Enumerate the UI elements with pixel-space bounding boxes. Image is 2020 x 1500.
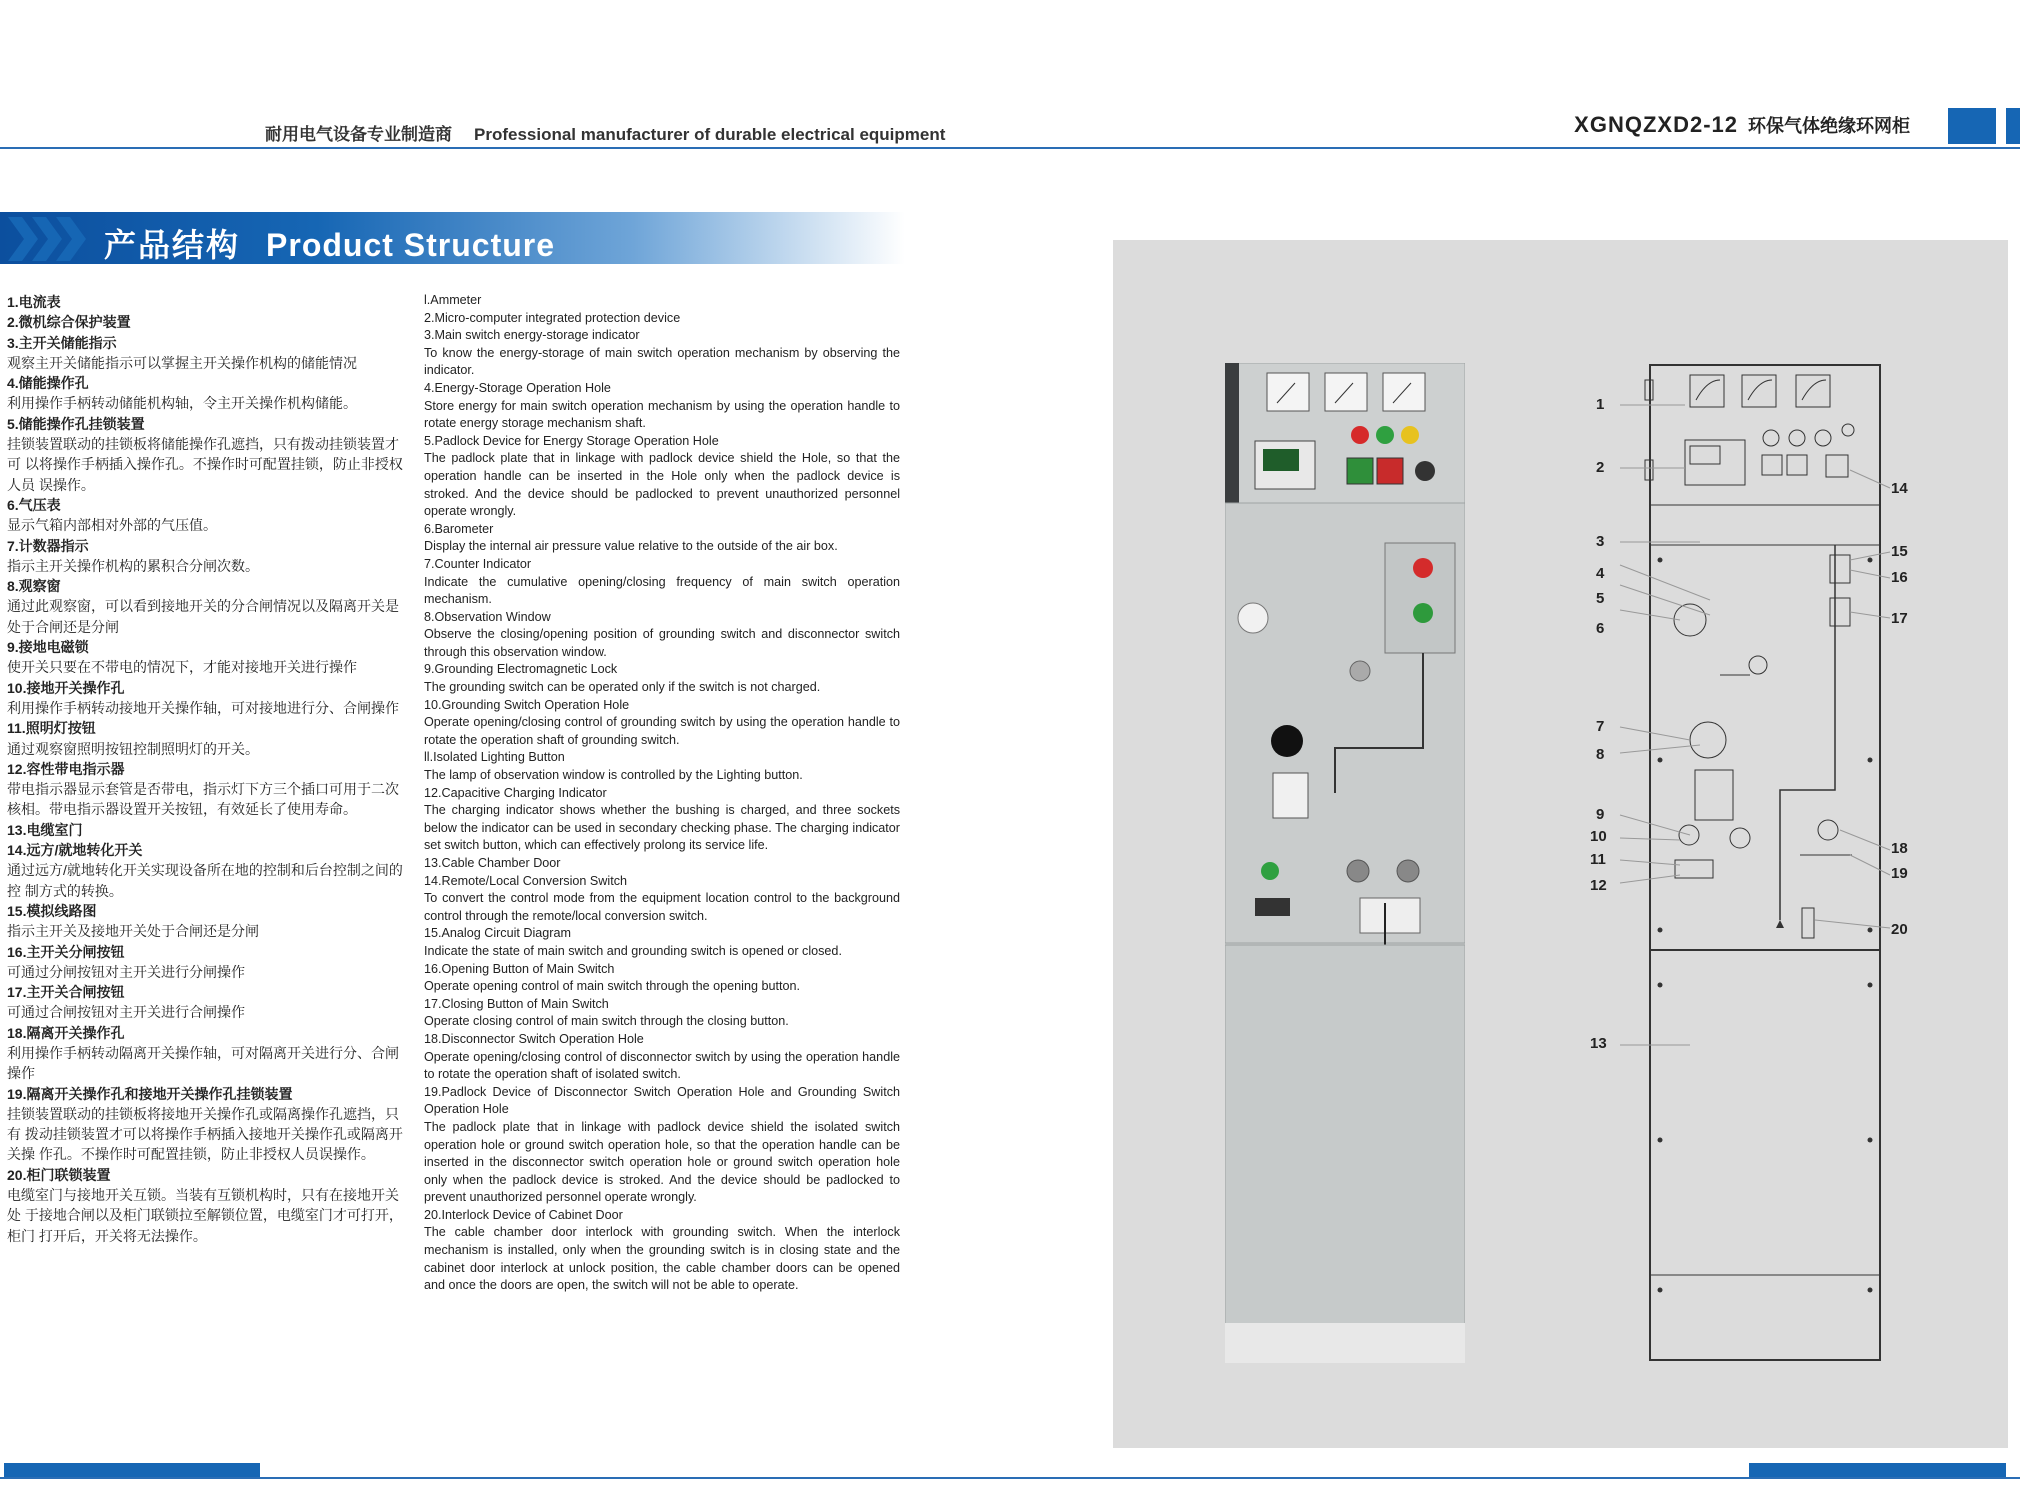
header-accent-block-small [2006, 108, 2020, 144]
cn-item-heading: 1.电流表 [7, 294, 61, 310]
cabinet-photo [1225, 363, 1465, 1363]
en-item-body: Indicate the cumulative opening/closing frequency of main switch operation mechanism. [424, 574, 900, 607]
callout-9: 9 [1596, 806, 1605, 823]
en-item-heading: 5.Padlock Device for Energy Storage Operation Hole [424, 433, 719, 448]
header-tagline-en: Professional manufacturer of durable electrical equipment [474, 125, 946, 144]
en-item-body: Display the internal air pressure value relative to the outside of the air box. [424, 539, 838, 554]
chevrons-icon [8, 217, 100, 261]
cn-item-heading: 6.气压表 [7, 496, 61, 513]
cn-item-body: 带电指示器显示套管是否带电，指示灯下方三个插口可用于二次核相。带电指示器设置开关按钮，有效延长了使用寿命。 [7, 781, 399, 818]
en-item-body: The padlock plate that in linkage with padlock device shield the Hole, so that the operation handle can be inserted in the Hole only when the padlock device is stroked. And the device should be padlocked to prevent unauthorized personnel operate wrongly. [424, 451, 900, 519]
cn-item-heading: 7.计数器指示 [7, 537, 89, 554]
section-title-cn: 产品结构 [104, 227, 241, 263]
cn-item-body: 电缆室门与接地开关互锁。当装有互锁机构时，只有在接地开关处 于接地合闸以及柜门联锁拉至解锁位置，电缆室门才可打开，柜门 打开后，开关将无法操作。 [7, 1187, 403, 1244]
en-item-heading: 13.Cable Chamber Door [424, 856, 561, 870]
callout-2: 2 [1596, 459, 1605, 476]
cn-item-body: 利用操作手柄转动接地开关操作轴，可对接地进行分、合闸操作 [7, 699, 399, 716]
en-item-heading: 19.Padlock Device of Disconnector Switch Operation Hole and Grounding Switch Operation Hole [424, 1084, 900, 1117]
cn-item-heading: 17.主开关合闸按钮 [7, 984, 125, 1001]
en-item-heading: 7.Counter Indicator [424, 556, 532, 571]
en-item-body: To know the energy-storage of main switch operation mechanism by observing the indicator. [424, 345, 900, 378]
en-item-heading: 2.Micro-computer integrated protection device [424, 310, 681, 325]
cn-item-heading: 14.远方/就地转化开关 [7, 842, 143, 859]
footer-rule [0, 1477, 2020, 1479]
en-item-body: The padlock plate that in linkage with padlock device shield the isolated switch operation hole or ground switch operation hole, so that the operation handle can be inserted in the disconnector switch operation hole or ground switch operation hole only when the padlock device is stroked. And the device should be padlocked to prevent unauthorized personnel operate wrongly. [424, 1119, 900, 1205]
en-item-body: Operate opening control of main switch through the opening button. [424, 979, 800, 994]
callout-14: 14 [1891, 480, 1908, 497]
en-item-heading: 16.Opening Button of Main Switch [424, 961, 615, 976]
en-item-heading: 14.Remote/Local Conversion Switch [424, 873, 628, 888]
cn-item-body: 指示主开关操作机构的累积合分闸次数。 [7, 557, 259, 574]
en-item-body: The cable chamber door interlock with grounding switch. When the interlock mechanism is installed, only when the grounding switch is in closing state and the cabinet door interlock at unlock position, the cable chamber doors can be opened and once the doors are open, the switch will not be able to operate. [424, 1225, 900, 1293]
cn-item-body: 显示气箱内部相对外部的气压值。 [7, 517, 217, 534]
cn-item-heading: 3.主开关储能指示 [7, 334, 117, 351]
callout-5: 5 [1596, 590, 1605, 607]
callout-12: 12 [1590, 877, 1607, 894]
en-item-body: Store energy for main switch operation mechanism by using the operation handle to rotate energy storage mechanism shaft. [424, 398, 900, 431]
callout-20: 20 [1891, 921, 1908, 938]
callout-16: 16 [1891, 569, 1908, 586]
header-rule [0, 147, 2020, 149]
cn-item-body: 通过观察窗照明按钮控制照明灯的开关。 [7, 740, 259, 757]
en-item-heading: 4.Energy-Storage Operation Hole [424, 380, 611, 395]
callout-15: 15 [1891, 543, 1908, 560]
header-tagline [265, 120, 967, 145]
callout-3: 3 [1596, 533, 1605, 550]
section-title-en: Product Structure [266, 227, 556, 263]
cn-item-heading: 19.隔离开关操作孔和接地开关操作孔挂锁装置 [7, 1085, 293, 1102]
component-list-en [424, 292, 900, 1295]
en-item-heading: 20.Interlock Device of Cabinet Door [424, 1207, 623, 1222]
header-accent-block [1948, 108, 1996, 144]
callout-17: 17 [1891, 610, 1908, 627]
cn-item-heading: 16.主开关分闸按钮 [7, 943, 125, 960]
cn-item-body: 可通过分闸按钮对主开关进行分闸操作 [7, 963, 245, 980]
en-item-heading: 15.Analog Circuit Diagram [424, 926, 571, 941]
cn-item-heading: 15.模拟线路图 [7, 902, 97, 919]
cn-item-heading: 8.观察窗 [7, 578, 61, 595]
cn-item-heading: 12.容性带电指示器 [7, 760, 125, 777]
cn-item-body: 挂锁装置联动的挂锁板将储能操作孔遮挡，只有拨动挂锁装置才可 以将操作手柄插入操作孔。不操作时可配置挂锁，防止非授权人员 误操作。 [7, 436, 403, 493]
cn-item-body: 利用操作手柄转动储能机构轴，令主开关操作机构储能。 [7, 395, 357, 412]
en-item-heading: 9.Grounding Electromagnetic Lock [424, 662, 618, 677]
en-item-heading: 3.Main switch energy-storage indicator [424, 328, 640, 343]
callout-13: 13 [1590, 1035, 1607, 1052]
en-item-body: The grounding switch can be operated only if the switch is not charged. [424, 680, 821, 695]
en-item-body: Observe the closing/opening position of grounding switch and disconnector switch through this observation window. [424, 627, 900, 659]
header-model: XGNQZXD2-12 [1574, 112, 1738, 137]
header-tagline-cn: 耐用电气设备专业制造商 [265, 125, 452, 144]
callout-8: 8 [1596, 746, 1605, 763]
en-item-body: The lamp of observation window is controlled by the Lighting button. [424, 768, 803, 783]
callout-6: 6 [1596, 620, 1605, 637]
cn-item-heading: 20.柜门联锁装置 [7, 1166, 111, 1183]
cn-item-heading: 5.储能操作孔挂锁装置 [7, 415, 145, 432]
header-product-cn: 环保气体绝缘环网柜 [1748, 116, 1910, 136]
en-item-heading: 17.Closing Button of Main Switch [424, 996, 609, 1011]
footer-accent-right [1749, 1463, 2006, 1477]
callout-7: 7 [1596, 718, 1605, 735]
en-item-heading: 8.Observation Window [424, 609, 551, 624]
component-list-cn [7, 292, 412, 1246]
en-item-heading: 10.Grounding Switch Operation Hole [424, 697, 630, 712]
cn-item-body: 使开关只要在不带电的情况下，才能对接地开关进行操作 [7, 659, 357, 676]
en-item-body: To convert the control mode from the equipment location control to the background control through the remote/local conversion switch. [424, 891, 900, 923]
en-item-heading: l.Ammeter [424, 293, 482, 307]
cn-item-heading: 10.接地开关操作孔 [7, 679, 125, 696]
en-item-body: Operate closing control of main switch through the closing button. [424, 1014, 789, 1029]
en-item-heading: 12.Capacitive Charging Indicator [424, 785, 607, 800]
callout-1: 1 [1596, 396, 1605, 413]
cn-item-heading: 18.隔离开关操作孔 [7, 1024, 125, 1041]
cn-item-heading: 13.电缆室门 [7, 821, 83, 838]
en-item-body: Operate opening/closing control of grounding switch by using the operation handle to rotate the operation shaft of grounding switch. [424, 715, 900, 747]
callout-10: 10 [1590, 828, 1607, 845]
en-item-body: Indicate the state of main switch and grounding switch is opened or closed. [424, 943, 842, 958]
cn-item-body: 指示主开关及接地开关处于合闸还是分闸 [7, 923, 259, 940]
callout-11: 11 [1590, 851, 1606, 868]
cabinet-drawing [1590, 360, 1990, 1370]
cn-item-body: 挂锁装置联动的挂锁板将接地开关操作孔或隔离操作孔遮挡，只有 拨动挂锁装置才可以将操作手柄插入接地开关操作孔或隔离开关操 作孔。不操作时可配置挂锁，防止非授权人员误操作。 [7, 1105, 403, 1163]
en-item-heading: ll.Isolated Lighting Button [424, 750, 565, 765]
callout-4: 4 [1596, 565, 1605, 582]
en-item-heading: 18.Disconnector Switch Operation Hole [424, 1031, 644, 1046]
cn-item-heading: 9.接地电磁锁 [7, 639, 89, 656]
callout-19: 19 [1891, 865, 1908, 882]
cn-item-heading: 11.照明灯按钮 [7, 720, 96, 737]
cn-item-heading: 2.微机综合保护装置 [7, 314, 131, 331]
section-title [104, 220, 555, 266]
en-item-body: The charging indicator shows whether the bushing is charged, and three sockets below the indicator can be used in secondary checking phase. The charging indicator set switch button, which can effectively prolong its service life. [424, 803, 900, 853]
cn-item-body: 利用操作手柄转动隔离开关操作轴，可对隔离开关进行分、合闸操作 [7, 1044, 399, 1082]
cn-item-body: 可通过合闸按钮对主开关进行合闸操作 [7, 1004, 245, 1021]
cn-item-body: 观察主开关储能指示可以掌握主开关操作机构的储能情况 [7, 354, 357, 371]
callout-18: 18 [1891, 840, 1908, 857]
cn-item-body: 通过此观察窗，可以看到接地开关的分合闸情况以及隔离开关是处于合闸还是分闸 [7, 598, 399, 635]
en-item-body: Operate opening/closing control of disconnector switch by using the operation handle to rotate the operation shaft of isolated switch. [424, 1049, 900, 1082]
footer-accent-left [4, 1463, 260, 1477]
cn-item-heading: 4.储能操作孔 [7, 375, 89, 392]
cn-item-body: 通过远方/就地转化开关实现设备所在地的控制和后台控制之间的控 制方式的转换。 [7, 862, 403, 899]
en-item-heading: 6.Barometer [424, 521, 494, 536]
header-product [1574, 112, 1910, 138]
